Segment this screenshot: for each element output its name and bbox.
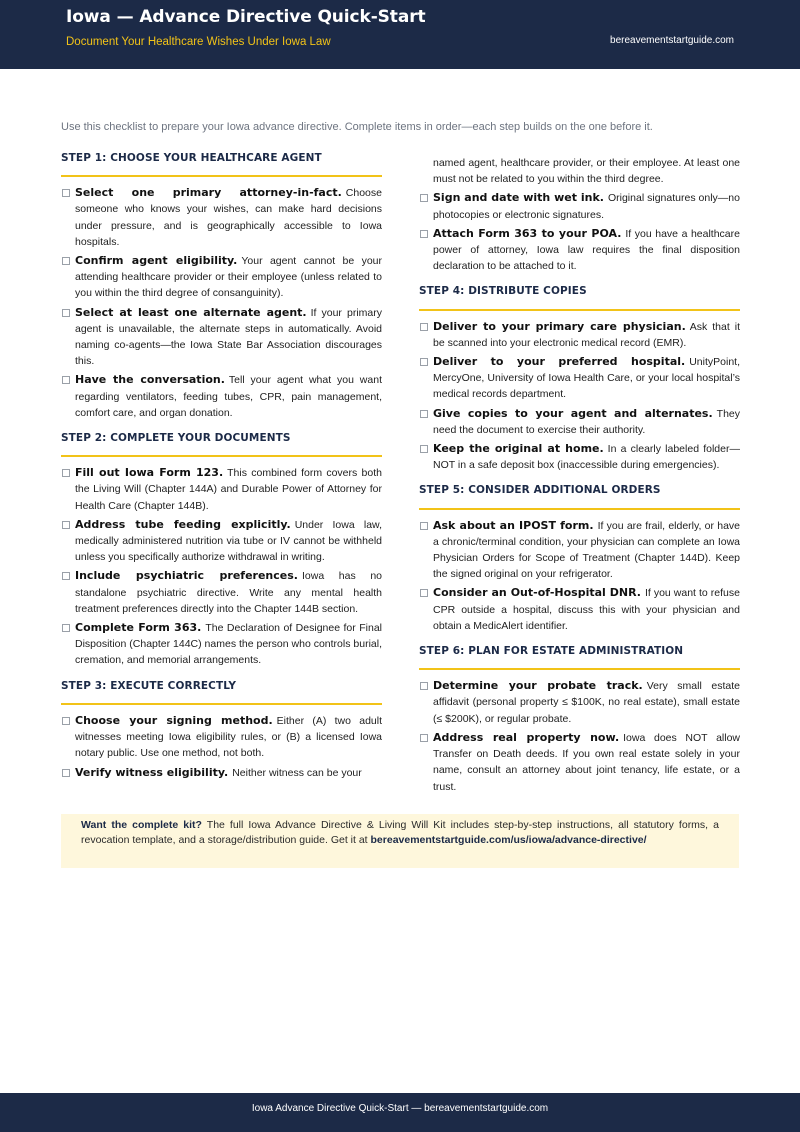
item-lead: Have the conversation.	[75, 373, 225, 387]
page-footer	[0, 1093, 800, 1132]
checklist-item	[61, 765, 382, 781]
item-text: In a clearly labeled folder—NOT in a safe deposit box (inaccessible during emergencies).	[433, 443, 740, 472]
checklist-item	[419, 319, 740, 351]
item-lead: Select at least one alternate agent.	[75, 305, 307, 319]
checklist-item	[419, 678, 740, 727]
checklist-item	[419, 518, 740, 583]
checklist-item	[61, 620, 382, 669]
checkbox[interactable]	[62, 376, 70, 384]
item-lead: Fill out Iowa Form 123.	[75, 466, 224, 480]
step-3	[61, 678, 382, 781]
checkbox[interactable]	[420, 230, 428, 238]
item-text: Iowa has no standalone psychiatric directive. Write any mental health treatment preferences directly into the Chapter 144B section.	[75, 570, 382, 615]
item-text: If you are frail, elderly, or have a chronic/terminal condition, your physician can complete an Iowa Physician Orders for Scope of Treatment (Chapter 144D). Keep the signed original on your refrigerator.	[433, 519, 741, 581]
item-text: This combined form covers both the Living Will (Chapter 144A) and Durable Power of Attorney for Health Care (Chapter 144B).	[75, 467, 382, 512]
left-column	[61, 150, 382, 790]
callout-link[interactable]: bereavementstartguide.com/us/iowa/advance-directive/	[370, 834, 647, 846]
step-6	[419, 643, 740, 795]
item-text: Under Iowa law, medically administered nutrition via tube or IV cannot be withheld unless you specifically authorize withdrawal in writing.	[75, 518, 382, 564]
checklist-item	[61, 185, 382, 250]
item-lead: Give copies to your agent and alternates.	[433, 406, 713, 420]
checkbox[interactable]	[420, 522, 428, 530]
checklist-item	[61, 253, 382, 302]
checkbox[interactable]	[62, 257, 70, 265]
item-text: Tell your agent what you want regarding ventilators, feeding tubes, CPR, pain management, comfort care, and organ donation.	[75, 374, 382, 419]
item-lead: Include psychiatric preferences.	[75, 569, 298, 583]
checklist-item	[61, 305, 382, 370]
checkbox[interactable]	[420, 410, 428, 418]
item-text: Neither witness can be your	[232, 766, 362, 779]
item-text-continued: named agent, healthcare provider, or their employee. At least one must not be related to you within the third degree.	[433, 157, 740, 186]
checkbox[interactable]	[420, 358, 428, 366]
item-lead: Attach Form 363 to your POA.	[433, 226, 622, 240]
item-lead: Select one primary attorney-in-fact.	[75, 186, 342, 200]
item-lead: Sign and date with wet ink.	[433, 191, 604, 205]
checkbox[interactable]	[62, 624, 70, 632]
step-4	[419, 283, 740, 473]
item-text: Choose someone who knows your wishes, can make hard decisions under pressure, and is geographically accessible to Iowa hospitals.	[75, 187, 382, 248]
item-lead: Confirm agent eligibility.	[75, 254, 238, 268]
step-1	[61, 150, 382, 421]
right-column	[419, 155, 740, 804]
step-heading: STEP 4: DISTRIBUTE COPIES	[419, 283, 740, 310]
checklist-item	[419, 354, 740, 403]
item-text: If your primary agent is unavailable, the alternate steps in automatically. Avoid naming co-agents—the Iowa State Bar Association discourages this.	[75, 306, 382, 368]
step-5	[419, 482, 740, 634]
checklist-item	[61, 713, 382, 762]
step-2	[61, 430, 382, 669]
item-lead: Verify witness eligibility.	[75, 765, 229, 779]
item-lead: Complete Form 363.	[75, 621, 202, 635]
item-lead: Address tube feeding explicitly.	[75, 517, 291, 531]
item-lead: Ask about an IPOST form.	[433, 518, 594, 532]
callout-text: The full Iowa Advance Directive & Living Will Kit includes step-by-step instructions, all statutory forms, a revocation template, and a storage/distribution guide. Get it at	[81, 819, 719, 846]
checklist-item	[419, 226, 740, 275]
checklist-item	[419, 585, 740, 634]
item-lead: Choose your signing method.	[75, 713, 273, 727]
item-lead: Keep the original at home.	[433, 442, 604, 456]
checkbox[interactable]	[62, 189, 70, 197]
item-text: The Declaration of Designee for Final Disposition (Chapter 144C) names the person who controls burial, cremation, and memorial arrangements.	[75, 622, 382, 667]
item-text: If you want to refuse CPR outside a hospital, discuss this with your physician and obtain a MedicAlert identifier.	[433, 587, 740, 632]
checkbox[interactable]	[420, 734, 428, 742]
step-heading: STEP 5: CONSIDER ADDITIONAL ORDERS	[419, 482, 740, 509]
checkbox[interactable]	[62, 717, 70, 725]
item-lead: Deliver to your preferred hospital.	[433, 355, 686, 369]
checkbox[interactable]	[62, 521, 70, 529]
item-lead: Deliver to your primary care physician.	[433, 319, 686, 333]
kit-callout	[61, 814, 739, 868]
document-title: Iowa — Advance Directive Quick-Start	[66, 7, 426, 27]
item-text: Very small estate affidavit (personal property ≤ $100K, no real estate), small estate (≤ $200K), or regular probate.	[433, 680, 740, 725]
checklist-item	[419, 441, 740, 473]
callout-lead: Want the complete kit?	[81, 819, 202, 831]
checklist-item	[419, 730, 740, 795]
checkbox[interactable]	[62, 469, 70, 477]
checkbox[interactable]	[420, 323, 428, 331]
item-text: They need the document to exercise their authority.	[433, 407, 740, 436]
step-heading: STEP 1: CHOOSE YOUR HEALTHCARE AGENT	[61, 150, 382, 177]
checklist-item	[61, 372, 382, 421]
item-lead: Consider an Out-of-Hospital DNR.	[433, 586, 641, 600]
item-text: Either (A) two adult witnesses meeting Iowa eligibility rules, or (B) a licensed Iowa notary public. Use one method, not both.	[75, 714, 382, 760]
item-lead: Address real property now.	[433, 730, 620, 744]
checklist-item	[419, 190, 740, 222]
checkbox[interactable]	[420, 682, 428, 690]
checkbox[interactable]	[420, 445, 428, 453]
step-heading: STEP 2: COMPLETE YOUR DOCUMENTS	[61, 430, 382, 457]
item-text: Original signatures only—no photocopies or electronic signatures.	[433, 192, 740, 221]
checkbox[interactable]	[62, 769, 70, 777]
checklist-item	[61, 465, 382, 514]
checklist-item	[61, 568, 382, 617]
page-header	[0, 0, 800, 69]
checkbox[interactable]	[62, 572, 70, 580]
item-lead: Determine your probate track.	[433, 679, 643, 693]
item-text: If you have a healthcare power of attorney, Iowa law requires the final disposition declaration to be attached to it.	[433, 227, 740, 273]
item-text: UnityPoint, MercyOne, University of Iowa Health Care, or your local hospital’s medical records department.	[433, 356, 740, 401]
checkbox[interactable]	[420, 194, 428, 202]
document-subtitle: Document Your Healthcare Wishes Under Iowa Law	[66, 36, 331, 48]
footer-text: Iowa Advance Directive Quick-Start — bereavementstartguide.com	[251, 1103, 549, 1114]
checkbox[interactable]	[62, 309, 70, 317]
checklist-item	[419, 406, 740, 438]
checklist-item	[61, 517, 382, 566]
intro-text: Use this checklist to prepare your Iowa advance directive. Complete items in order—each step builds on the one before it.	[61, 121, 653, 133]
step-heading: STEP 6: PLAN FOR ESTATE ADMINISTRATION	[419, 643, 740, 670]
item-text: Ask that it be scanned into your electronic medical record (EMR).	[433, 320, 740, 349]
checkbox[interactable]	[420, 589, 428, 597]
step-heading: STEP 3: EXECUTE CORRECTLY	[61, 678, 382, 705]
header-site-link[interactable]: bereavementstartguide.com	[610, 35, 734, 46]
item-text: Your agent cannot be your attending healthcare provider or their employee (unless related to you within the third degree of consanguinity).	[75, 255, 382, 300]
item-text: Iowa does NOT allow Transfer on Death deeds. If you own real estate solely in your name, consult an attorney about joint tenancy, life estate, or a trust.	[433, 731, 740, 793]
